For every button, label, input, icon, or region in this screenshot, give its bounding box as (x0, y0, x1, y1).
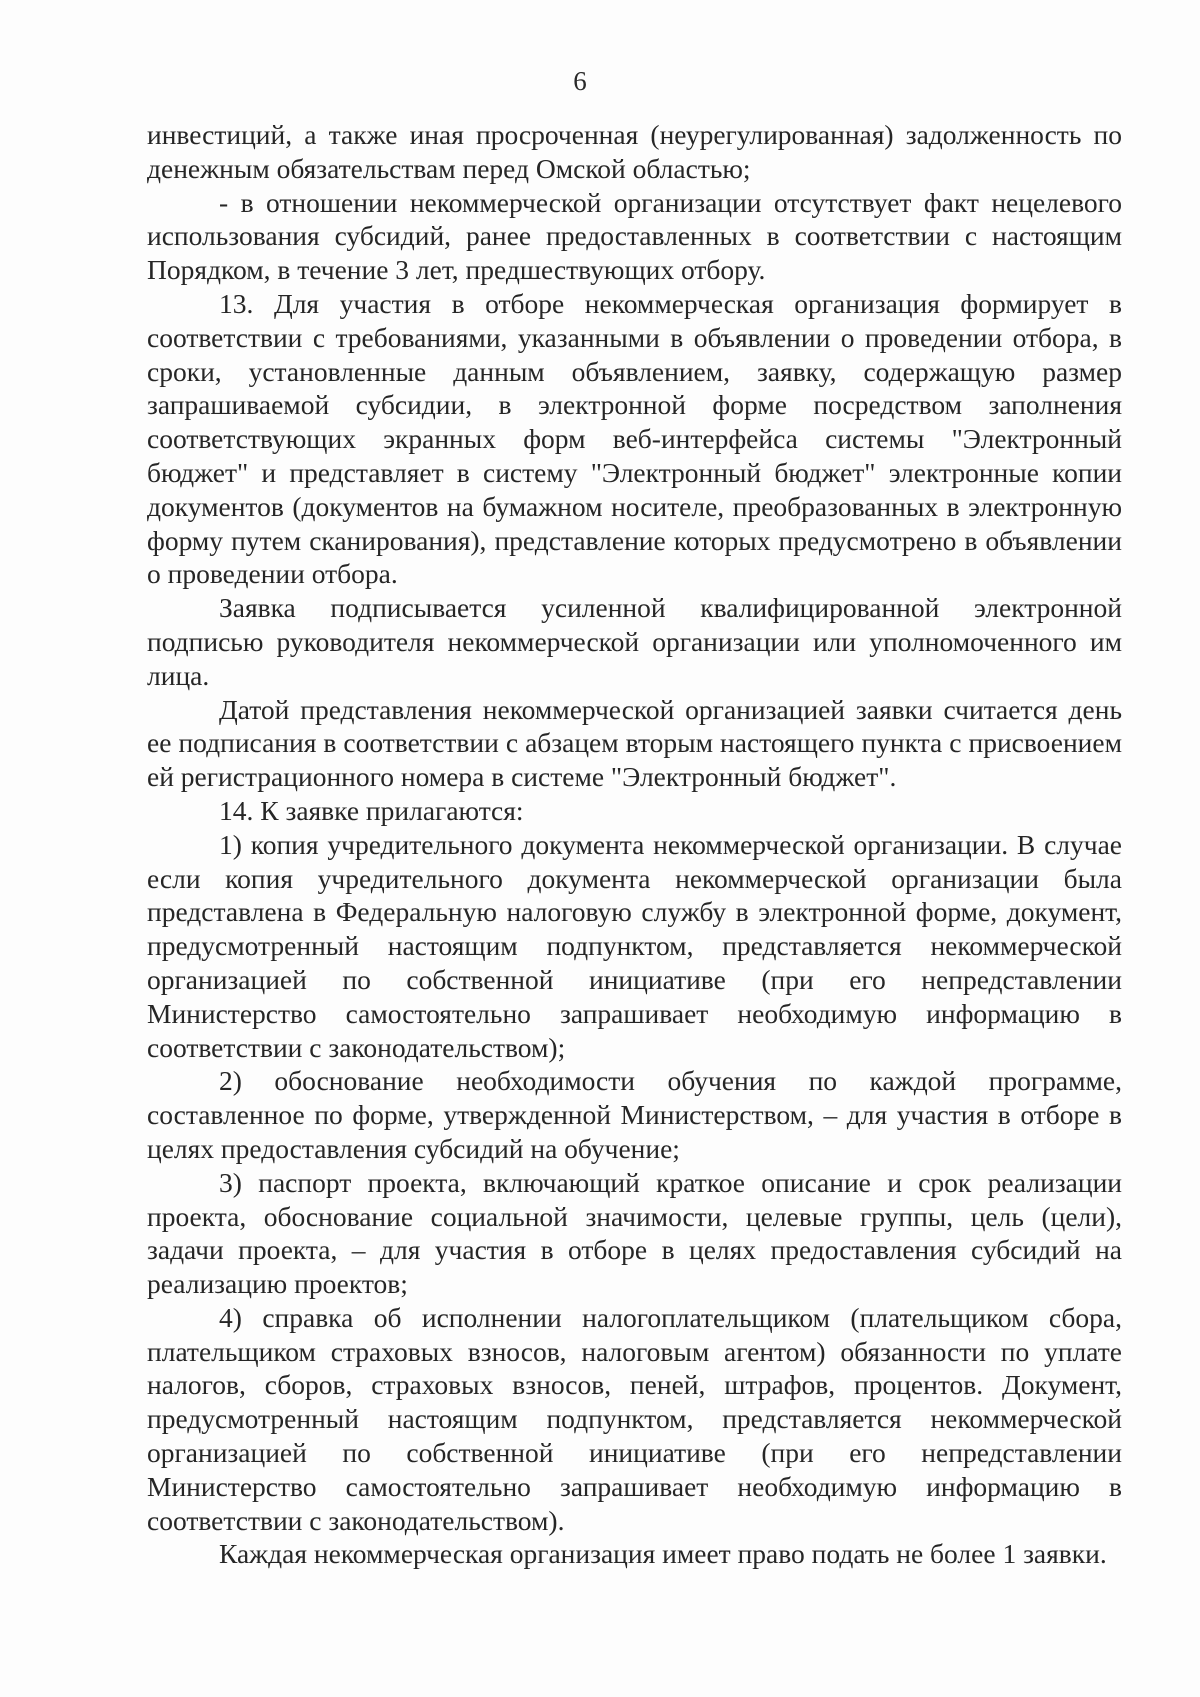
list-item-3-passport: 3) паспорт проекта, включающий краткое описание и срок реализации проекта, обоснование социальной значимости, целевые группы, цель (цели), задачи проекта, – для участия в отборе в целях предоставления субсидий на реализацию проектов; (147, 1166, 1122, 1300)
paragraph-application-limit: Каждая некоммерческая организация имеет право подать не более 1 заявки. (219, 1538, 1107, 1570)
paragraph-signature: Заявка подписывается усиленной квалифицированной электронной подписью руководителя некоммерческой организации или уполномоченного им лица. (147, 592, 1122, 691)
page-number: 6 (573, 66, 587, 96)
list-item-4-tax-certificate: 4) справка об исполнении налогоплательщиком (плательщиком сбора, плательщиком страховых взносов, налоговым агентом) обязанности по уплате налогов, сборов, страховых взносов, пеней, штрафов, процентов. Документ, предусмотренный настоящим подпунктом, представляется некоммерческой организацией по собственной инициативе (при его непредставлении Министерство самостоятельно запрашивает необходимую информацию в соответствии с законодательством). (147, 1301, 1122, 1536)
paragraph-submission-date: Датой представления некоммерческой организацией заявки считается день ее подписания в соответствии с абзацем вторым настоящего пункта с присвоением ей регистрационного номера в системе "Электронный бюджет". (147, 693, 1122, 793)
paragraph-misuse-condition: - в отношении некоммерческой организации отсутствует факт нецелевого использования субсидий, ранее предоставленных в соответствии с настоящим Порядком, в течение 3 лет, предшествующих отбору. (147, 186, 1122, 286)
paragraph-14-attachments: 14. К заявке прилагаются: (219, 794, 524, 826)
list-item-1-charter: 1) копия учредительного документа некоммерческой организации. В случае если копия учредительного документа некоммерческой организации была представлена в Федеральную налоговую службу в электронной форме, документ, предусмотренный настоящим подпунктом, представляется некоммерческой организацией по собственной инициативе (при его непредставлении Министерство самостоятельно запрашивает необходимую информацию в соответствии с законодательством); (147, 828, 1122, 1063)
paragraph-continuation: инвестиций, а также иная просроченная (неурегулированная) задолженность по денежным обязательствам перед Омской областью; (147, 119, 1122, 184)
document-body (147, 118, 1122, 1571)
paragraph-13-application: 13. Для участия в отборе некоммерческая организация формирует в соответствии с требованиями, указанными в объявлении о проведении отбора, в сроки, установленные данным объявлением, заявку, содержащую размер запрашиваемой субсидии, в электронной форме посредством заполнения соответствующих экранных форм веб-интерфейса системы "Электронный бюджет" и представляет в систему "Электронный бюджет" электронные копии документов (документов на бумажном носителе, преобразованных в электронную форму путем сканирования), представление которых предусмотрено в объявлении о проведении отбора. (147, 287, 1122, 590)
list-item-2-training: 2) обоснование необходимости обучения по каждой программе, составленное по форме, утвержденной Министерством, – для участия в отборе в целях предоставления субсидий на обучение; (147, 1065, 1122, 1164)
